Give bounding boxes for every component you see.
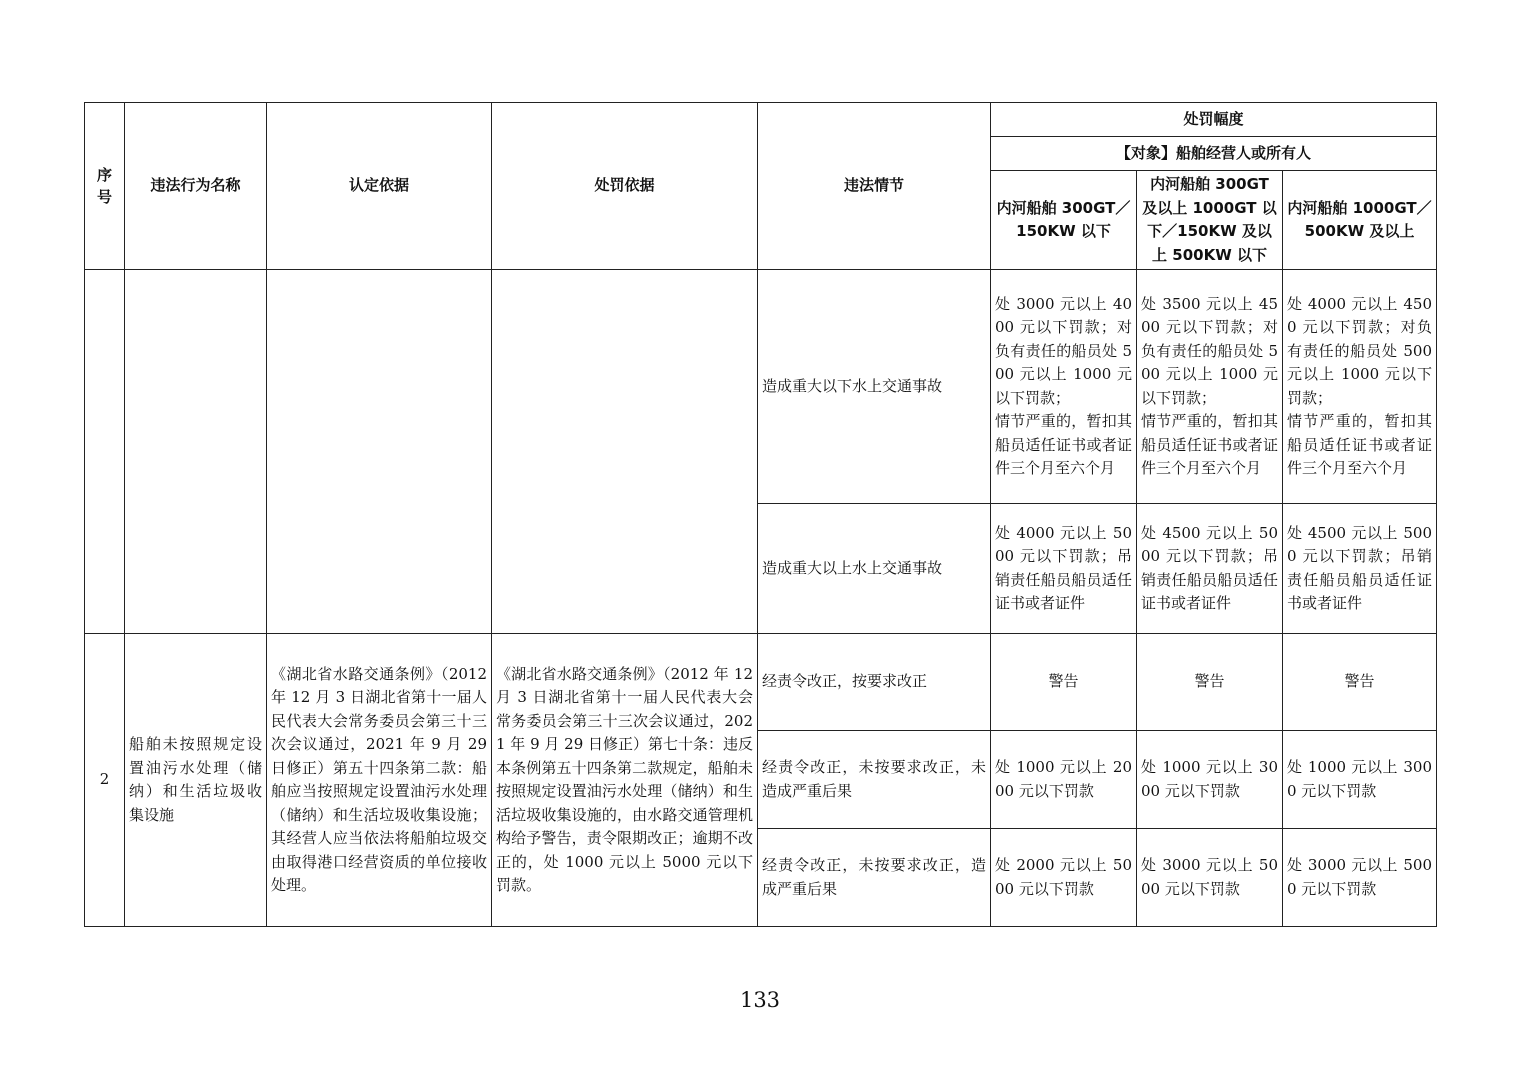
penalty-cell: 处 3000 元以上 4000 元以下罚款；对负有责任的船员处 500 元以上 1000 元以下罚款； 情节严重的，暂扣其船员适任证书或者证件三个月至六个月 [991,270,1137,504]
penalty-cell: 处 1000 元以上 2000 元以下罚款 [991,731,1137,829]
header-circumstance: 违法情节 [758,103,991,270]
penalty-cell: 警告 [991,634,1137,731]
penalty-cell: 处 4000 元以上 5000 元以下罚款；吊销责任船员船员适任证书或者证件 [991,504,1137,634]
circumstance-cell: 造成重大以下水上交通事故 [758,270,991,504]
penalty-cell: 处 2000 元以上 5000 元以下罚款 [991,829,1137,927]
penalty-cell: 处 4500 元以上 5000 元以下罚款；吊销责任船员船员适任证书或者证件 [1137,504,1283,634]
cont-name-cell [125,270,267,634]
header-range: 处罚幅度 [991,103,1437,137]
table-row [85,634,1437,731]
circumstance-cell: 经责令改正，未按要求改正，未造成严重后果 [758,731,991,829]
penalty-cell: 处 3500 元以上 4500 元以下罚款；对负有责任的船员处 500 元以上 1000 元以下罚款； 情节严重的，暂扣其船员适任证书或者证件三个月至六个月 [1137,270,1283,504]
header-tier-1: 内河船舶 300GT／150KW 以下 [991,171,1137,270]
cont-basis-identify-cell [267,270,492,634]
penalty-table [84,102,1437,927]
cont-basis-penalty-cell [492,270,758,634]
penalty-cell: 警告 [1137,634,1283,731]
header-basis-identify: 认定依据 [267,103,492,270]
header-target: 【对象】船舶经营人或所有人 [991,137,1437,171]
penalty-cell: 处 3000 元以上 5000 元以下罚款 [1137,829,1283,927]
circumstance-cell: 经责令改正，按要求改正 [758,634,991,731]
penalty-cell: 处 4000 元以上 4500 元以下罚款；对负有责任的船员处 500 元以上 1000 元以下罚款； 情节严重的，暂扣其船员适任证书或者证件三个月至六个月 [1283,270,1437,504]
header-seq: 序 号 [85,103,125,270]
table-row [85,270,1437,504]
circumstance-cell: 经责令改正，未按要求改正，造成严重后果 [758,829,991,927]
header-basis-penalty: 处罚依据 [492,103,758,270]
item2-seq: 2 [85,634,125,927]
header-tier-3: 内河船舶 1000GT／500KW 及以上 [1283,171,1437,270]
header-tier-2: 内河船舶 300GT 及以上 1000GT 以下／150KW 及以上 500KW 以下 [1137,171,1283,270]
header-name: 违法行为名称 [125,103,267,270]
circumstance-cell: 造成重大以上水上交通事故 [758,504,991,634]
cont-seq-cell [85,270,125,634]
item2-basis-penalty: 《湖北省水路交通条例》（2012 年 12 月 3 日湖北省第十一届人民代表大会常务委员会第三十三次会议通过，2021 年 9 月 29 日修正）第七十条：违反本条例第五十四条第二款规定，船舶未按照规定设置油污水处理（储纳）和生活垃圾收集设施的，由水路交通管理机构给予警告，责令限期改正；逾期不改正的，处 1000 元以上 5000 元以下罚款。 [492,634,758,927]
penalty-cell: 处 1000 元以上 3000 元以下罚款 [1283,731,1437,829]
item2-basis-identify: 《湖北省水路交通条例》（2012 年 12 月 3 日湖北省第十一届人民代表大会常务委员会第三十三次会议通过，2021 年 9 月 29 日修正）第五十四条第二款：船舶应当按照规定设置油污水处理（储纳）和生活垃圾收集设施；其经营人应当依法将船舶垃圾交由取得港口经营资质的单位接收处理。 [267,634,492,927]
penalty-cell: 警告 [1283,634,1437,731]
page-number: 133 [739,988,781,1012]
penalty-cell: 处 4500 元以上 5000 元以下罚款；吊销责任船员船员适任证书或者证件 [1283,504,1437,634]
item2-name: 船舶未按照规定设置油污水处理（储纳）和生活垃圾收集设施 [125,634,267,927]
penalty-cell: 处 1000 元以上 3000 元以下罚款 [1137,731,1283,829]
penalty-cell: 处 3000 元以上 5000 元以下罚款 [1283,829,1437,927]
